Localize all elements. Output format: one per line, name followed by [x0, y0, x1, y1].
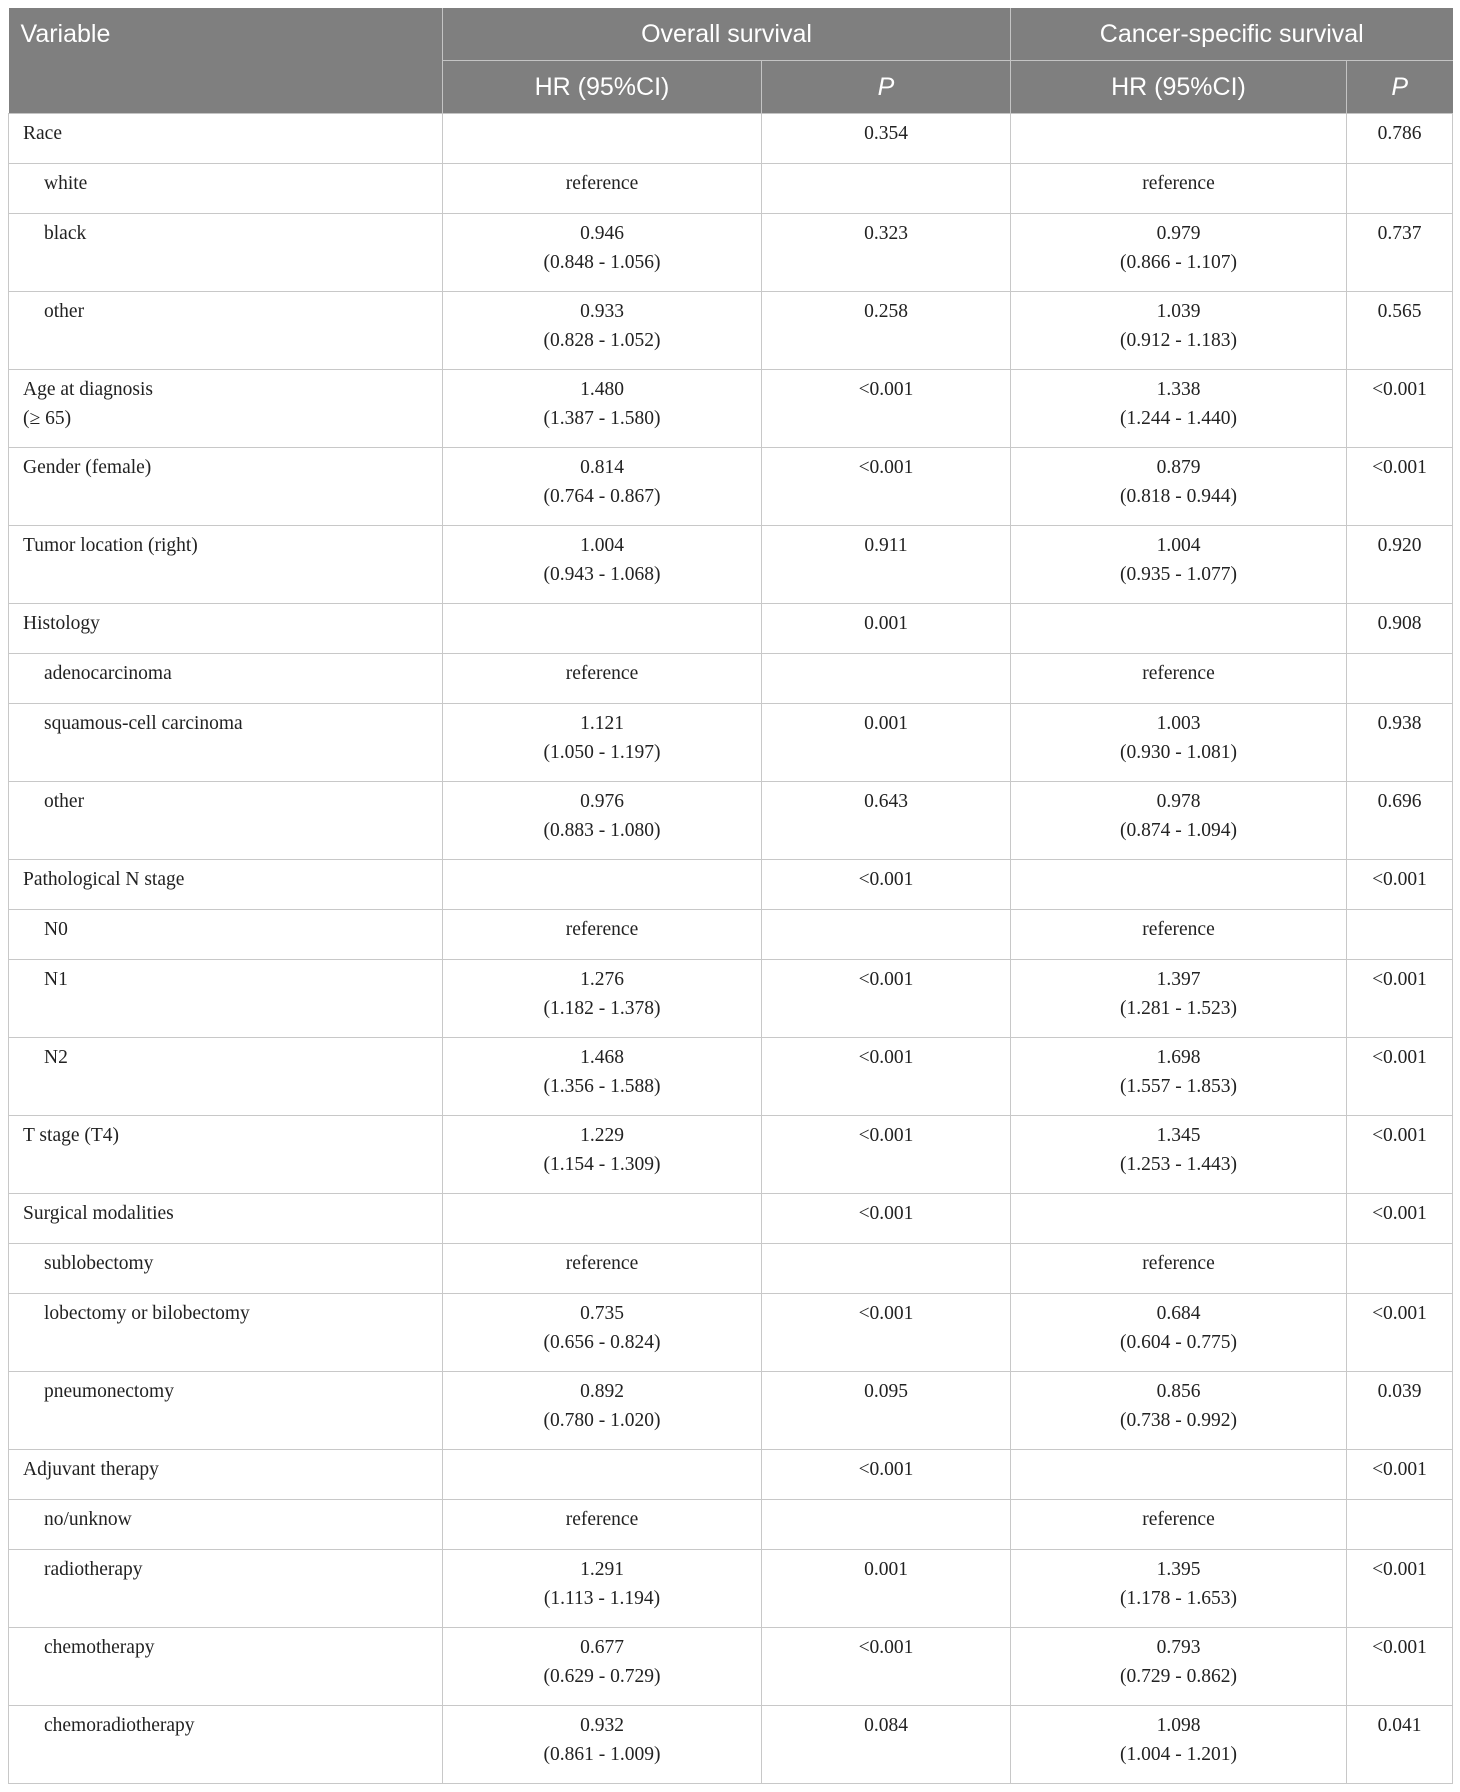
- css-p-value: <0.001: [1347, 1194, 1453, 1244]
- os-hr-value: 0.976: [580, 791, 624, 812]
- row-variable-label: lobectomy or bilobectomy: [44, 1303, 250, 1324]
- os-hr-value: reference: [565, 663, 639, 684]
- row-variable-label-line2: (≥ 65): [23, 407, 72, 429]
- row-variable-cell: [9, 370, 443, 448]
- header-css-hr-ci: HR (95%CI): [1011, 61, 1347, 114]
- css-hr-ci: (0.738 - 0.992): [1120, 1409, 1237, 1431]
- css-hr-ci: (1.281 - 1.523): [1120, 997, 1237, 1019]
- row-variable-label: no/unknow: [44, 1509, 132, 1530]
- row-variable-cell: [9, 782, 443, 860]
- css-hr-cell: [1011, 114, 1347, 164]
- table-row: [9, 654, 1453, 704]
- os-hr-cell: [443, 292, 762, 370]
- os-hr-value: 1.468: [580, 1047, 624, 1068]
- css-p-value: <0.001: [1347, 1038, 1453, 1116]
- os-hr-value: 1.291: [580, 1559, 624, 1580]
- os-hr-value: 0.946: [580, 223, 624, 244]
- os-hr-cell: [443, 1450, 762, 1500]
- row-variable-label: radiotherapy: [44, 1559, 143, 1580]
- row-variable-cell: [9, 164, 443, 214]
- css-hr-ci: (0.604 - 0.775): [1120, 1331, 1237, 1353]
- os-hr-cell: [443, 114, 762, 164]
- css-hr-ci: (1.244 - 1.440): [1120, 407, 1237, 429]
- os-hr-value: 0.677: [580, 1637, 624, 1658]
- row-variable-label: N2: [44, 1047, 68, 1068]
- os-hr-value: reference: [565, 1509, 639, 1530]
- css-p-value: <0.001: [1347, 1550, 1453, 1628]
- os-p-value: 0.084: [762, 1706, 1011, 1784]
- table-row: [9, 960, 1453, 1038]
- css-hr-value: 1.098: [1156, 1715, 1201, 1736]
- row-variable-label: other: [44, 301, 85, 322]
- os-p-value: <0.001: [762, 960, 1011, 1038]
- row-variable-cell: [9, 860, 443, 910]
- row-variable-cell: [9, 114, 443, 164]
- table-row: [9, 164, 1453, 214]
- os-hr-cell: [443, 782, 762, 860]
- os-p-value: 0.001: [762, 704, 1011, 782]
- css-hr-value: 1.004: [1156, 535, 1201, 556]
- os-hr-ci: (1.113 - 1.194): [543, 1587, 661, 1609]
- header-css-p-text: P: [1391, 72, 1409, 101]
- os-hr-cell: [443, 910, 762, 960]
- css-hr-cell: [1011, 604, 1347, 654]
- row-variable-cell: [9, 960, 443, 1038]
- css-p-value: <0.001: [1347, 1294, 1453, 1372]
- table-row: [9, 1194, 1453, 1244]
- os-p-value: [762, 654, 1011, 704]
- os-hr-cell: [443, 526, 762, 604]
- css-hr-value: 1.338: [1156, 379, 1201, 400]
- table-row: [9, 1500, 1453, 1550]
- os-hr-value: 1.276: [580, 969, 624, 990]
- os-p-value: [762, 910, 1011, 960]
- css-p-value: <0.001: [1347, 1628, 1453, 1706]
- os-hr-ci: (1.387 - 1.580): [543, 407, 661, 429]
- row-variable-cell: [9, 292, 443, 370]
- os-hr-value: 1.229: [580, 1125, 624, 1146]
- css-hr-value: 0.879: [1156, 457, 1201, 478]
- css-hr-ci: (0.818 - 0.944): [1120, 485, 1237, 507]
- os-p-value: <0.001: [762, 1294, 1011, 1372]
- row-variable-label: Histology: [23, 613, 100, 634]
- css-hr-cell: [1011, 1372, 1347, 1450]
- os-p-value: <0.001: [762, 448, 1011, 526]
- os-p-value: 0.095: [762, 1372, 1011, 1450]
- os-p-value: 0.911: [762, 526, 1011, 604]
- os-hr-value: 1.480: [580, 379, 624, 400]
- css-hr-value: reference: [1142, 1253, 1215, 1274]
- row-variable-label: adenocarcinoma: [44, 663, 172, 684]
- header-cancer-specific-survival: Cancer-specific survival: [1011, 8, 1453, 61]
- table-row: [9, 1038, 1453, 1116]
- table-row: [9, 370, 1453, 448]
- row-variable-label: pneumonectomy: [44, 1381, 174, 1402]
- row-variable-label: T stage (T4): [23, 1125, 120, 1146]
- css-hr-ci: (0.935 - 1.077): [1120, 563, 1237, 585]
- os-hr-value: 0.933: [580, 301, 624, 322]
- os-hr-ci: (0.883 - 1.080): [543, 819, 661, 841]
- table-row: [9, 782, 1453, 860]
- css-hr-cell: [1011, 1628, 1347, 1706]
- os-p-value: <0.001: [762, 1194, 1011, 1244]
- os-hr-cell: [443, 164, 762, 214]
- row-variable-cell: [9, 526, 443, 604]
- css-hr-cell: [1011, 1450, 1347, 1500]
- table-row: [9, 604, 1453, 654]
- os-hr-cell: [443, 448, 762, 526]
- os-hr-value: 1.004: [580, 535, 624, 556]
- row-variable-cell: [9, 1116, 443, 1194]
- css-hr-ci: (0.866 - 1.107): [1120, 251, 1237, 273]
- os-hr-value: 0.735: [580, 1303, 624, 1324]
- row-variable-cell: [9, 1628, 443, 1706]
- css-hr-cell: [1011, 1244, 1347, 1294]
- row-variable-label: Surgical modalities: [23, 1203, 174, 1224]
- os-hr-cell: [443, 1372, 762, 1450]
- os-hr-value: reference: [565, 919, 639, 940]
- table-row: [9, 1628, 1453, 1706]
- row-variable-cell: [9, 910, 443, 960]
- os-p-value: [762, 1500, 1011, 1550]
- css-hr-value: 0.856: [1156, 1381, 1201, 1402]
- table-row: [9, 1294, 1453, 1372]
- css-hr-value: 1.397: [1156, 969, 1201, 990]
- css-hr-value: 0.978: [1156, 791, 1201, 812]
- css-hr-value: reference: [1142, 919, 1215, 940]
- css-hr-cell: [1011, 164, 1347, 214]
- row-variable-label: Gender (female): [23, 457, 152, 478]
- row-variable-label: other: [44, 791, 85, 812]
- os-hr-ci: (0.943 - 1.068): [543, 563, 661, 585]
- row-variable-cell: [9, 1550, 443, 1628]
- table-row: [9, 214, 1453, 292]
- row-variable-cell: [9, 1038, 443, 1116]
- os-hr-cell: [443, 860, 762, 910]
- os-hr-ci: (0.656 - 0.824): [543, 1331, 661, 1353]
- os-hr-ci: (0.629 - 0.729): [543, 1665, 661, 1687]
- css-p-value: <0.001: [1347, 1450, 1453, 1500]
- css-p-value: 0.041: [1347, 1706, 1453, 1784]
- table-row: [9, 448, 1453, 526]
- os-hr-cell: [443, 1706, 762, 1784]
- css-hr-value: 0.684: [1156, 1303, 1201, 1324]
- os-hr-value: reference: [565, 1253, 639, 1274]
- css-hr-cell: [1011, 1706, 1347, 1784]
- css-p-value: 0.737: [1347, 214, 1453, 292]
- os-hr-value: 0.892: [580, 1381, 624, 1402]
- os-p-value: <0.001: [762, 1038, 1011, 1116]
- os-hr-ci: (1.182 - 1.378): [543, 997, 661, 1019]
- os-hr-ci: (0.861 - 1.009): [543, 1743, 661, 1765]
- table-row: [9, 526, 1453, 604]
- os-hr-ci: (0.780 - 1.020): [543, 1409, 661, 1431]
- css-p-value: <0.001: [1347, 1116, 1453, 1194]
- css-hr-cell: [1011, 860, 1347, 910]
- css-hr-value: 1.698: [1156, 1047, 1201, 1068]
- os-hr-cell: [443, 1294, 762, 1372]
- table-row: [9, 114, 1453, 164]
- row-variable-cell: [9, 214, 443, 292]
- row-variable-cell: [9, 604, 443, 654]
- css-hr-value: 0.793: [1156, 1637, 1201, 1658]
- css-hr-cell: [1011, 1194, 1347, 1244]
- os-hr-ci: (1.154 - 1.309): [543, 1153, 661, 1175]
- header-os-hr-ci: HR (95%CI): [443, 61, 762, 114]
- row-variable-cell: [9, 1372, 443, 1450]
- css-hr-ci: (1.178 - 1.653): [1120, 1587, 1237, 1609]
- os-hr-cell: [443, 1038, 762, 1116]
- os-hr-value: 0.814: [580, 457, 624, 478]
- os-p-value: [762, 164, 1011, 214]
- row-variable-label: chemotherapy: [44, 1637, 155, 1658]
- row-variable-label: squamous-cell carcinoma: [44, 713, 243, 734]
- table-body: [9, 114, 1453, 1784]
- css-p-value: 0.786: [1347, 114, 1453, 164]
- css-p-value: <0.001: [1347, 448, 1453, 526]
- css-p-value: [1347, 910, 1453, 960]
- css-p-value: <0.001: [1347, 370, 1453, 448]
- css-p-value: [1347, 654, 1453, 704]
- row-variable-cell: [9, 654, 443, 704]
- css-hr-cell: [1011, 1116, 1347, 1194]
- row-variable-label: Age at diagnosis: [23, 379, 153, 400]
- css-hr-value: reference: [1142, 1509, 1215, 1530]
- css-hr-value: 1.003: [1156, 713, 1201, 734]
- cox-regression-table: [8, 8, 1453, 1784]
- row-variable-cell: [9, 1706, 443, 1784]
- os-hr-value: 1.121: [580, 713, 624, 734]
- os-p-value: 0.001: [762, 604, 1011, 654]
- os-hr-cell: [443, 1550, 762, 1628]
- os-hr-cell: [443, 1244, 762, 1294]
- row-variable-label: Tumor location (right): [23, 535, 198, 556]
- row-variable-cell: [9, 1450, 443, 1500]
- os-p-value: 0.001: [762, 1550, 1011, 1628]
- row-variable-cell: [9, 704, 443, 782]
- row-variable-label: Race: [23, 123, 62, 144]
- css-p-value: 0.565: [1347, 292, 1453, 370]
- header-css-p: [1347, 61, 1453, 114]
- css-hr-value: 1.039: [1156, 301, 1201, 322]
- row-variable-cell: [9, 1294, 443, 1372]
- os-hr-ci: (1.050 - 1.197): [543, 741, 661, 763]
- os-p-value: <0.001: [762, 1628, 1011, 1706]
- os-p-value: [762, 1244, 1011, 1294]
- css-hr-cell: [1011, 1038, 1347, 1116]
- css-p-value: [1347, 1244, 1453, 1294]
- css-hr-cell: [1011, 370, 1347, 448]
- css-p-value: <0.001: [1347, 960, 1453, 1038]
- css-hr-ci: (0.912 - 1.183): [1120, 329, 1237, 351]
- table-row: [9, 1706, 1453, 1784]
- css-hr-value: 1.345: [1156, 1125, 1201, 1146]
- css-hr-ci: (0.729 - 0.862): [1120, 1665, 1237, 1687]
- css-hr-cell: [1011, 1294, 1347, 1372]
- os-hr-cell: [443, 1628, 762, 1706]
- os-hr-ci: (0.764 - 0.867): [543, 485, 661, 507]
- os-p-value: 0.323: [762, 214, 1011, 292]
- css-hr-cell: [1011, 1500, 1347, 1550]
- css-hr-cell: [1011, 526, 1347, 604]
- table-row: [9, 1550, 1453, 1628]
- os-hr-cell: [443, 1194, 762, 1244]
- os-p-value: <0.001: [762, 370, 1011, 448]
- os-p-value: <0.001: [762, 860, 1011, 910]
- css-hr-ci: (1.253 - 1.443): [1120, 1153, 1237, 1175]
- os-p-value: <0.001: [762, 1116, 1011, 1194]
- css-hr-cell: [1011, 1550, 1347, 1628]
- css-hr-value: 1.395: [1156, 1559, 1201, 1580]
- row-variable-label: white: [44, 173, 88, 194]
- os-hr-value: 0.932: [580, 1715, 624, 1736]
- row-variable-label: N1: [44, 969, 68, 990]
- table-row: [9, 1244, 1453, 1294]
- css-p-value: <0.001: [1347, 860, 1453, 910]
- os-hr-cell: [443, 214, 762, 292]
- css-hr-cell: [1011, 704, 1347, 782]
- row-variable-label: chemoradiotherapy: [44, 1715, 195, 1736]
- os-hr-cell: [443, 1500, 762, 1550]
- css-hr-cell: [1011, 960, 1347, 1038]
- header-overall-survival: Overall survival: [443, 8, 1011, 61]
- os-hr-cell: [443, 704, 762, 782]
- header-variable: Variable: [9, 8, 443, 114]
- header-os-p-text: P: [877, 72, 895, 101]
- table-row: [9, 292, 1453, 370]
- os-hr-ci: (0.848 - 1.056): [543, 251, 661, 273]
- css-p-value: [1347, 164, 1453, 214]
- css-hr-value: reference: [1142, 663, 1215, 684]
- css-hr-value: 0.979: [1156, 223, 1201, 244]
- css-hr-cell: [1011, 292, 1347, 370]
- css-hr-ci: (0.874 - 1.094): [1120, 819, 1237, 841]
- os-hr-cell: [443, 960, 762, 1038]
- table-row: [9, 1450, 1453, 1500]
- row-variable-label: N0: [44, 919, 68, 940]
- row-variable-cell: [9, 448, 443, 526]
- results-table-container: [8, 8, 1452, 1784]
- os-hr-ci: (0.828 - 1.052): [543, 329, 661, 351]
- css-hr-cell: [1011, 448, 1347, 526]
- css-hr-cell: [1011, 654, 1347, 704]
- os-hr-cell: [443, 1116, 762, 1194]
- css-hr-ci: (1.004 - 1.201): [1120, 1743, 1237, 1765]
- css-p-value: 0.696: [1347, 782, 1453, 860]
- css-hr-ci: (0.930 - 1.081): [1120, 741, 1237, 763]
- header-os-p: [762, 61, 1011, 114]
- table-row: [9, 1372, 1453, 1450]
- os-p-value: 0.258: [762, 292, 1011, 370]
- row-variable-cell: [9, 1244, 443, 1294]
- os-hr-value: reference: [565, 173, 639, 194]
- css-hr-cell: [1011, 782, 1347, 860]
- table-row: [9, 910, 1453, 960]
- css-hr-ci: (1.557 - 1.853): [1120, 1075, 1237, 1097]
- os-hr-cell: [443, 654, 762, 704]
- table-row: [9, 1116, 1453, 1194]
- os-hr-cell: [443, 370, 762, 448]
- os-p-value: <0.001: [762, 1450, 1011, 1500]
- row-variable-cell: [9, 1194, 443, 1244]
- table-row: [9, 704, 1453, 782]
- css-hr-cell: [1011, 910, 1347, 960]
- os-p-value: 0.354: [762, 114, 1011, 164]
- css-p-value: 0.039: [1347, 1372, 1453, 1450]
- row-variable-label: black: [44, 223, 87, 244]
- css-hr-value: reference: [1142, 173, 1215, 194]
- table-header: [9, 8, 1453, 114]
- css-p-value: [1347, 1500, 1453, 1550]
- css-p-value: 0.920: [1347, 526, 1453, 604]
- os-p-value: 0.643: [762, 782, 1011, 860]
- table-row: [9, 860, 1453, 910]
- css-p-value: 0.938: [1347, 704, 1453, 782]
- css-hr-cell: [1011, 214, 1347, 292]
- row-variable-cell: [9, 1500, 443, 1550]
- css-p-value: 0.908: [1347, 604, 1453, 654]
- row-variable-label: sublobectomy: [44, 1253, 154, 1274]
- os-hr-ci: (1.356 - 1.588): [543, 1075, 661, 1097]
- row-variable-label: Pathological N stage: [23, 869, 185, 890]
- os-hr-cell: [443, 604, 762, 654]
- row-variable-label: Adjuvant therapy: [23, 1459, 159, 1480]
